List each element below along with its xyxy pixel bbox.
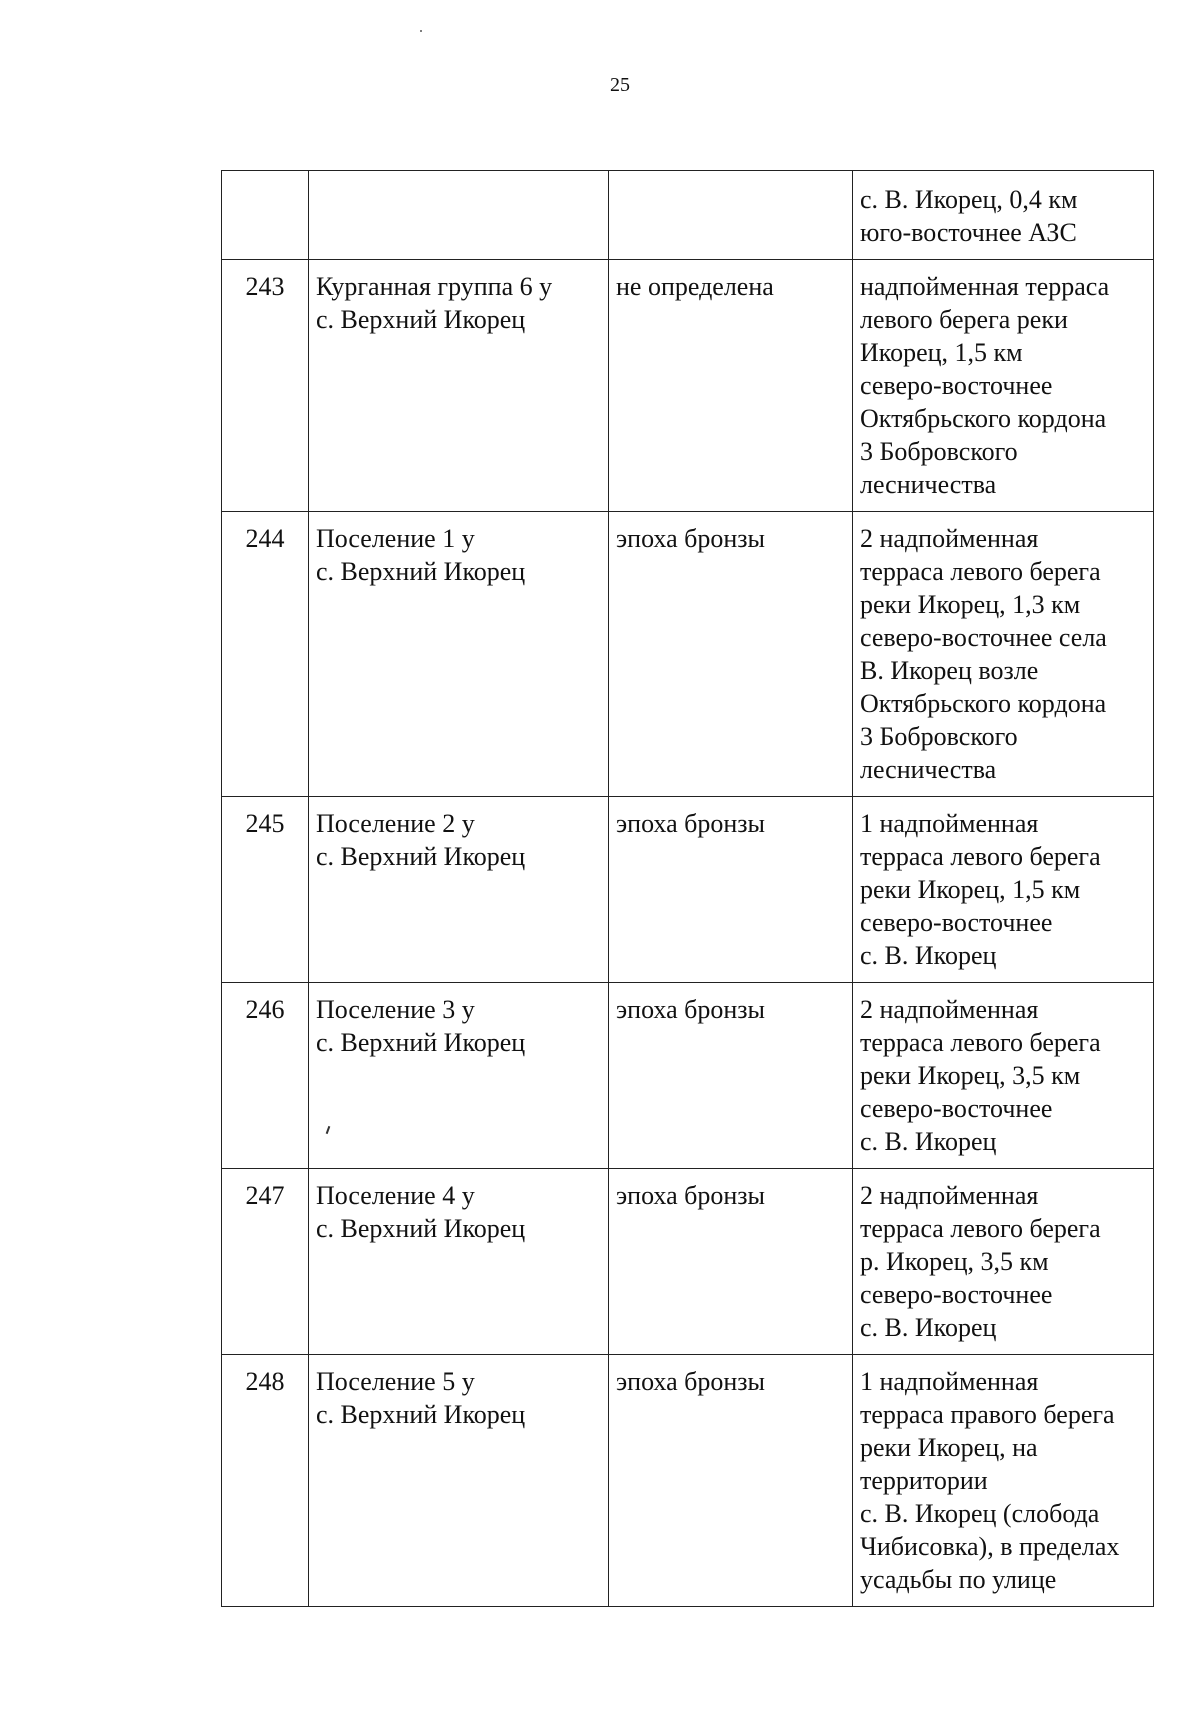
site-name-cell	[309, 260, 609, 512]
location-line: надпойменная терраса	[860, 272, 1110, 301]
location-line: северо-восточнее	[860, 908, 1053, 937]
site-name-line: с. Верхний Икорец	[316, 1028, 526, 1057]
table-row	[222, 1355, 1154, 1607]
location-line: В. Икорец возле	[860, 656, 1039, 685]
location-cell	[853, 512, 1154, 797]
site-name-cell	[309, 171, 609, 260]
location-line: с. В. Икорец (слобода	[860, 1499, 1100, 1528]
location-line: с. В. Икорец	[860, 1127, 997, 1156]
dating-cell: эпоха бронзы	[609, 1355, 853, 1607]
location-line: с. В. Икорец	[860, 1313, 997, 1342]
location-cell	[853, 1169, 1154, 1355]
location-cell	[853, 797, 1154, 983]
location-line: р. Икорец, 3,5 км	[860, 1247, 1049, 1276]
location-line: реки Икорец, на	[860, 1433, 1038, 1462]
location-line: терраса левого берега	[860, 557, 1101, 586]
page-number: 25	[610, 74, 630, 96]
site-name-line: с. Верхний Икорец	[316, 557, 526, 586]
location-line: 3 Бобровского	[860, 722, 1018, 751]
site-name-line: с. Верхний Икорец	[316, 1400, 526, 1429]
row-number-cell: 247	[222, 1169, 309, 1355]
location-line: 2 надпойменная	[860, 524, 1039, 553]
dating-cell: не определена	[609, 260, 853, 512]
location-line: с. В. Икорец, 0,4 км	[860, 185, 1078, 214]
location-line: реки Икорец, 1,5 км	[860, 875, 1081, 904]
location-line: терраса левого берега	[860, 842, 1101, 871]
table-row	[222, 797, 1154, 983]
table-row	[222, 1169, 1154, 1355]
site-name-line: Поселение 2 у	[316, 809, 475, 838]
location-line: терраса левого берега	[860, 1028, 1101, 1057]
site-name-line: с. Верхний Икорец	[316, 1214, 526, 1243]
location-line: Чибисовка), в пределах	[860, 1532, 1120, 1561]
location-line: 3 Бобровского	[860, 437, 1018, 466]
location-line: северо-восточнее	[860, 1094, 1053, 1123]
site-name-line: Курганная группа 6 у	[316, 272, 553, 301]
location-cell	[853, 260, 1154, 512]
row-number-cell: 245	[222, 797, 309, 983]
scan-speck	[420, 30, 422, 32]
location-line: Октябрьского кордона	[860, 689, 1107, 718]
dating-cell: эпоха бронзы	[609, 797, 853, 983]
location-cell	[853, 171, 1154, 260]
row-number-cell	[222, 171, 309, 260]
location-line: терраса левого берега	[860, 1214, 1101, 1243]
location-line: 2 надпойменная	[860, 995, 1039, 1024]
location-line: лесничества	[860, 470, 997, 499]
heritage-sites-table	[221, 170, 1154, 1607]
table-row	[222, 983, 1154, 1169]
location-line: северо-восточнее	[860, 371, 1053, 400]
site-name-line: с. Верхний Икорец	[316, 305, 526, 334]
location-line: 1 надпойменная	[860, 809, 1039, 838]
location-line: 1 надпойменная	[860, 1367, 1039, 1396]
row-number-cell: 248	[222, 1355, 309, 1607]
location-line: северо-восточнее села	[860, 623, 1107, 652]
location-line: терраса правого берега	[860, 1400, 1115, 1429]
dating-cell: эпоха бронзы	[609, 983, 853, 1169]
location-line: юго-восточнее АЗС	[860, 218, 1077, 247]
site-name-cell	[309, 1169, 609, 1355]
site-name-line: Поселение 5 у	[316, 1367, 475, 1396]
row-number-cell: 246	[222, 983, 309, 1169]
location-line: северо-восточнее	[860, 1280, 1053, 1309]
site-name-cell	[309, 797, 609, 983]
site-name-cell	[309, 983, 609, 1169]
location-line: реки Икорец, 1,3 км	[860, 590, 1081, 619]
site-name-line: Поселение 3 у	[316, 995, 475, 1024]
table-row	[222, 512, 1154, 797]
location-line: Икорец, 1,5 км	[860, 338, 1023, 367]
row-number-cell: 244	[222, 512, 309, 797]
table-row-continuation	[222, 171, 1154, 260]
site-name-line: Поселение 4 у	[316, 1181, 475, 1210]
site-name-line: с. Верхний Икорец	[316, 842, 526, 871]
site-name-cell	[309, 1355, 609, 1607]
location-line: территории	[860, 1466, 988, 1495]
dating-cell	[609, 171, 853, 260]
site-name-line: Поселение 1 у	[316, 524, 475, 553]
location-cell	[853, 1355, 1154, 1607]
location-line: 2 надпойменная	[860, 1181, 1039, 1210]
site-name-cell	[309, 512, 609, 797]
row-number-cell: 243	[222, 260, 309, 512]
location-line: лесничества	[860, 755, 997, 784]
dating-cell: эпоха бронзы	[609, 1169, 853, 1355]
location-line: с. В. Икорец	[860, 941, 997, 970]
location-line: левого берега реки	[860, 305, 1068, 334]
location-line: усадьбы по улице	[860, 1565, 1057, 1594]
location-line: Октябрьского кордона	[860, 404, 1107, 433]
table-row	[222, 260, 1154, 512]
dating-cell: эпоха бронзы	[609, 512, 853, 797]
location-line: реки Икорец, 3,5 км	[860, 1061, 1081, 1090]
location-cell	[853, 983, 1154, 1169]
